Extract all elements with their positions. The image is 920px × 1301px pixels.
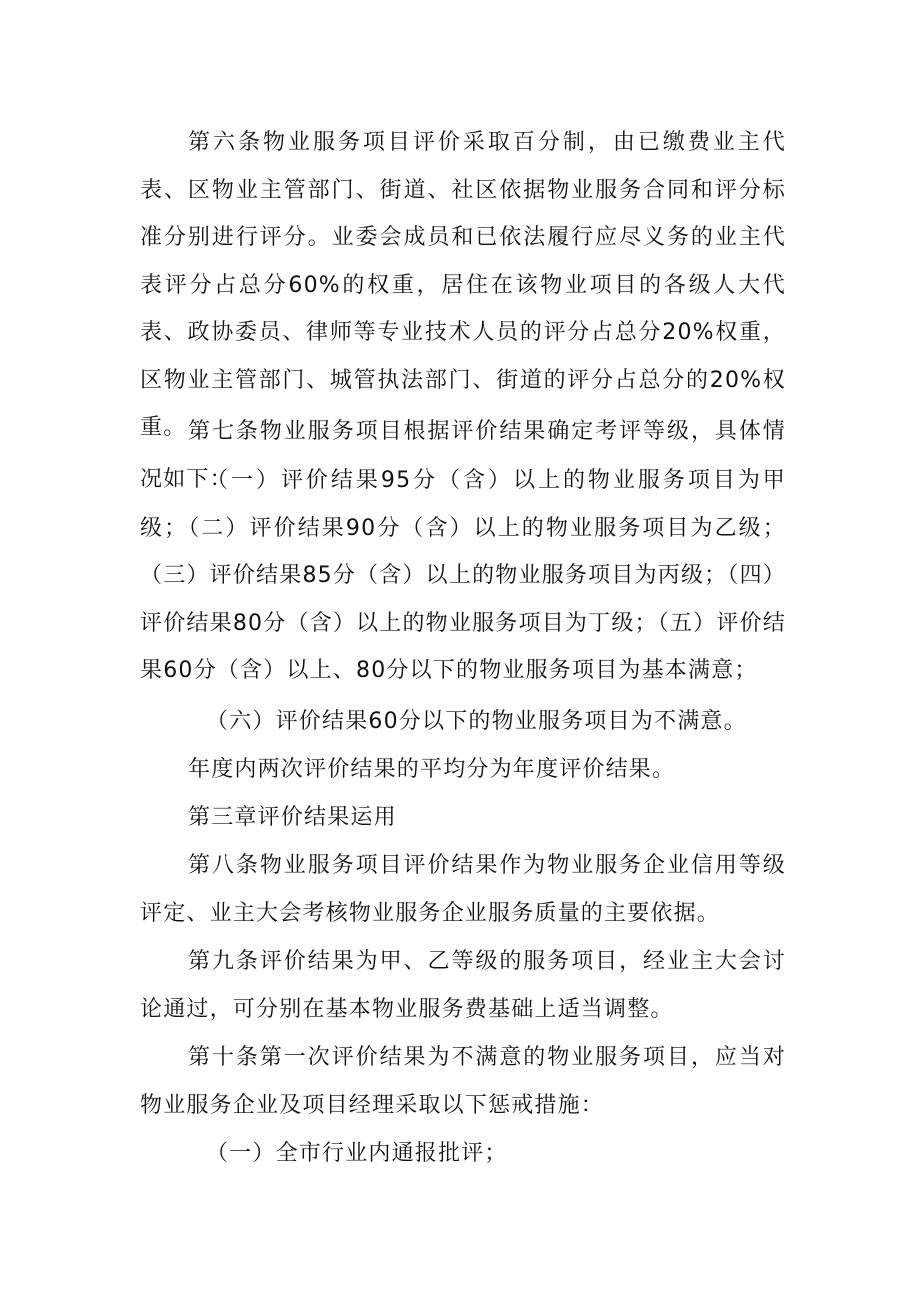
grade-unsatisfactory-paragraph: （六）评价结果60分以下的物业服务项目为不满意。 (206, 709, 747, 734)
annual-result-paragraph: 年度内两次评价结果的平均分为年度评价结果。 (188, 757, 676, 782)
penalty-item-1: （一）全市行业内通报批评； (206, 1141, 508, 1166)
article-6-paragraph: 第六条物业服务项目评价采取百分制，由已缴费业主代表、区物业主管部门、街道、社区依据物业服务合同和评分标准分别进行评分。业委会成员和已依法履行应尽义务的业主代表评分占总分60%的权重，居住在该物业项目的各级人大代表、政协委员、律师等专业技术人员的评分占总分20%权重，区物业主管部门、城管执法部门、街道的评分占总分的20%权重。 (140, 130, 786, 440)
grade-list-paragraph: （一）评价结果95分（含）以上的物业服务项目为甲级；（二）评价结果90分（含）以上的物业服务项目为乙级；（三）评价结果85分（含）以上的物业服务项目为丙级；（四）评价结果80分（含）以上的物业服务项目为丁级；（五）评价结果60分（含）以上、80分以下的物业服务项目为基本满意； (140, 468, 786, 683)
article-9-paragraph: 第九条评价结果为甲、乙等级的服务项目，经业主大会讨论通过，可分别在基本物业服务费基础上适当调整。 (140, 949, 786, 1022)
article-8-paragraph: 第八条物业服务项目评价结果作为物业服务企业信用等级评定、业主大会考核物业服务企业服务质量的主要依据。 (140, 853, 786, 926)
article-7-paragraph: 第七条物业服务项目根据评价结果确定考评等级，具体情况如下： (140, 419, 786, 492)
article-10-paragraph: 第十条第一次评价结果为不满意的物业服务项目，应当对物业服务企业及项目经理采取以下惩戒措施： (140, 1045, 786, 1118)
chapter-3-heading: 第三章评价结果运用 (188, 805, 397, 830)
